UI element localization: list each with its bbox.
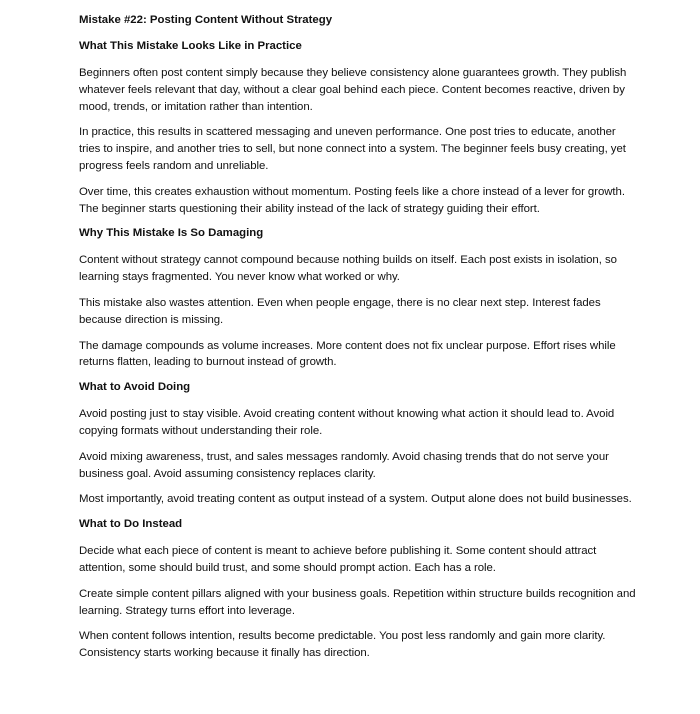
section-heading: What to Do Instead bbox=[79, 518, 183, 531]
paragraph: Decide what each piece of content is meant to achieve before publishing it. Some content should attract attention, some should build trust, and some should prompt action. Each has a role. bbox=[79, 545, 597, 574]
paragraph: The damage compounds as volume increases. More content does not fix unclear purpose. Effort rises while returns flatten, leading to burnout instead of growth. bbox=[79, 339, 616, 369]
section-what-it-looks-like bbox=[79, 39, 640, 217]
section-what-to-do bbox=[79, 517, 640, 662]
paragraph: Content without strategy cannot compound because nothing builds on itself. Each post exists in isolation, so learning stays fragmented. You never know what worked or why. bbox=[79, 254, 617, 284]
section-heading: What This Mistake Looks Like in Practice bbox=[79, 40, 302, 52]
paragraph: In practice, this results in scattered messaging and uneven performance. One post tries to educate, another tries to inspire, and another tries to sell, but none connect into a system. The beginner feels busy creating, yet progress feels random and unreliable. bbox=[79, 126, 626, 172]
section-heading: What to Avoid Doing bbox=[79, 381, 191, 394]
paragraph: When content follows intention, results become predictable. You post less randomly and gain more clarity. Consistency starts working because it finally has direction. bbox=[79, 630, 606, 660]
document-title: Mistake #22: Posting Content Without Strategy bbox=[79, 14, 333, 26]
paragraph: Over time, this creates exhaustion without momentum. Posting feels like a chore instead of a lever for growth. The beginner starts questioning their ability instead of the lack of strategy guiding their effort. bbox=[79, 185, 625, 215]
section-why-damaging bbox=[79, 226, 640, 371]
paragraph: Most importantly, avoid treating content as output instead of a system. Output alone does not build businesses. bbox=[79, 493, 632, 506]
paragraph: Create simple content pillars aligned with your business goals. Repetition within structure builds recognition and learning. Strategy turns effort into leverage. bbox=[79, 587, 636, 617]
paragraph: Beginners often post content simply because they believe consistency alone guarantees growth. They publish whatever feels relevant that day, without a clear goal behind each piece. Content becomes reactive, driven by mood, trends, or imitation rather than intention. bbox=[79, 67, 627, 113]
section-heading: Why This Mistake Is So Damaging bbox=[79, 227, 264, 240]
paragraph: Avoid posting just to stay visible. Avoid creating content without knowing what action it should lead to. Avoid copying formats without understanding their role. bbox=[79, 408, 615, 437]
section-what-to-avoid bbox=[79, 380, 640, 508]
paragraph: Avoid mixing awareness, trust, and sales messages randomly. Avoid chasing trends that do not serve your business goal. Avoid assuming consistency replaces clarity. bbox=[79, 450, 609, 480]
paragraph: This mistake also wastes attention. Even when people engage, there is no clear next step. Interest fades because direction is missing. bbox=[79, 296, 601, 326]
